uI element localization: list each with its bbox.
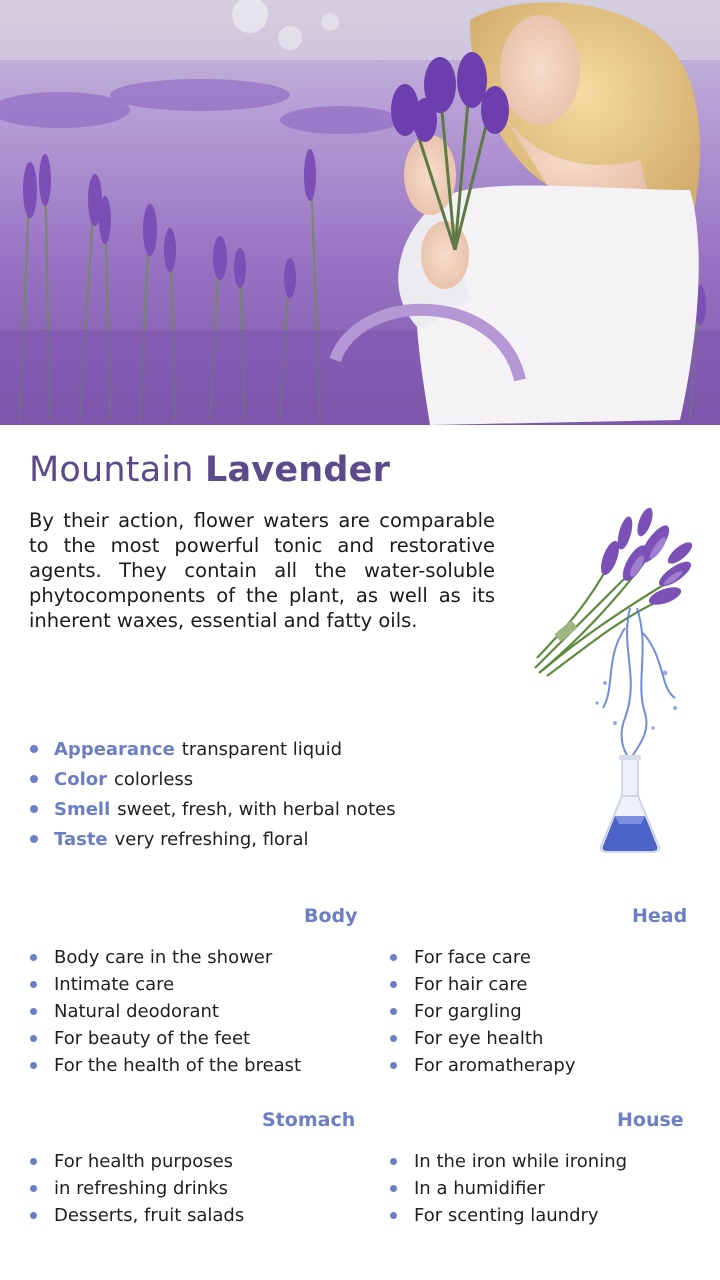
list-item: Body care in the shower (30, 944, 301, 971)
body-list (30, 944, 301, 1079)
bullet-icon (30, 1185, 37, 1192)
bullet-icon (30, 1035, 37, 1042)
property-value: transparent liquid (181, 738, 343, 760)
intro-paragraph: By their action, flower waters are comparable to the most powerful tonic and restorative agents. They contain all the water-soluble phytocomponents of the plant, as well as its inherent waxes, essential and fatty oils. (29, 509, 495, 632)
property-key: Appearance (54, 738, 175, 760)
list-item: Intimate care (30, 971, 301, 998)
bullet-icon (390, 954, 397, 961)
list-item: For gargling (390, 998, 576, 1025)
bullet-icon (30, 805, 38, 813)
property-key: Smell (54, 798, 111, 820)
list-item: For beauty of the feet (30, 1025, 301, 1052)
title-bold: Lavender (204, 450, 391, 490)
list-item: For hair care (390, 971, 576, 998)
group-heading-body: Body (304, 905, 358, 927)
house-list (390, 1148, 627, 1229)
bullet-icon (30, 954, 37, 961)
bullet-icon (30, 1008, 37, 1015)
bullet-icon (390, 1212, 397, 1219)
list-item: Natural deodorant (30, 998, 301, 1025)
property-color (30, 764, 396, 794)
list-item: For eye health (390, 1025, 576, 1052)
title-light: Mountain (29, 450, 194, 490)
bullet-icon (30, 1212, 37, 1219)
hero-image (0, 0, 720, 425)
bullet-icon (30, 1062, 37, 1069)
list-item: For aromatherapy (390, 1052, 576, 1079)
list-item: For health purposes (30, 1148, 244, 1175)
list-item: In the iron while ironing (390, 1148, 627, 1175)
list-item: For the health of the breast (30, 1052, 301, 1079)
bullet-icon (30, 775, 38, 783)
property-value: very refreshing, floral (114, 828, 309, 850)
page-title (29, 450, 390, 490)
bullet-icon (30, 1158, 37, 1165)
property-taste (30, 824, 396, 854)
list-item: For face care (390, 944, 576, 971)
property-key: Taste (54, 828, 108, 850)
bullet-icon (390, 1158, 397, 1165)
lavender-flask-illustration (525, 508, 695, 858)
bullet-icon (390, 1185, 397, 1192)
bullet-icon (390, 1008, 397, 1015)
property-key: Color (54, 768, 107, 790)
group-heading-head: Head (632, 905, 688, 927)
bullet-icon (30, 981, 37, 988)
lavender-field-photo (0, 0, 720, 425)
property-appearance (30, 734, 396, 764)
bullet-icon (30, 835, 38, 843)
stomach-list (30, 1148, 244, 1229)
list-item: in refreshing drinks (30, 1175, 244, 1202)
bullet-icon (390, 1035, 397, 1042)
bullet-icon (30, 745, 38, 753)
property-smell (30, 794, 396, 824)
list-item: In a humidifier (390, 1175, 627, 1202)
group-heading-house: House (617, 1109, 684, 1131)
property-value: colorless (114, 768, 194, 790)
bullet-icon (390, 981, 397, 988)
group-heading-stomach: Stomach (262, 1109, 356, 1131)
head-list (390, 944, 576, 1079)
list-item: Desserts, fruit salads (30, 1202, 244, 1229)
list-item: For scenting laundry (390, 1202, 627, 1229)
property-value: sweet, fresh, with herbal notes (117, 798, 396, 820)
bullet-icon (390, 1062, 397, 1069)
properties-list (30, 734, 396, 854)
